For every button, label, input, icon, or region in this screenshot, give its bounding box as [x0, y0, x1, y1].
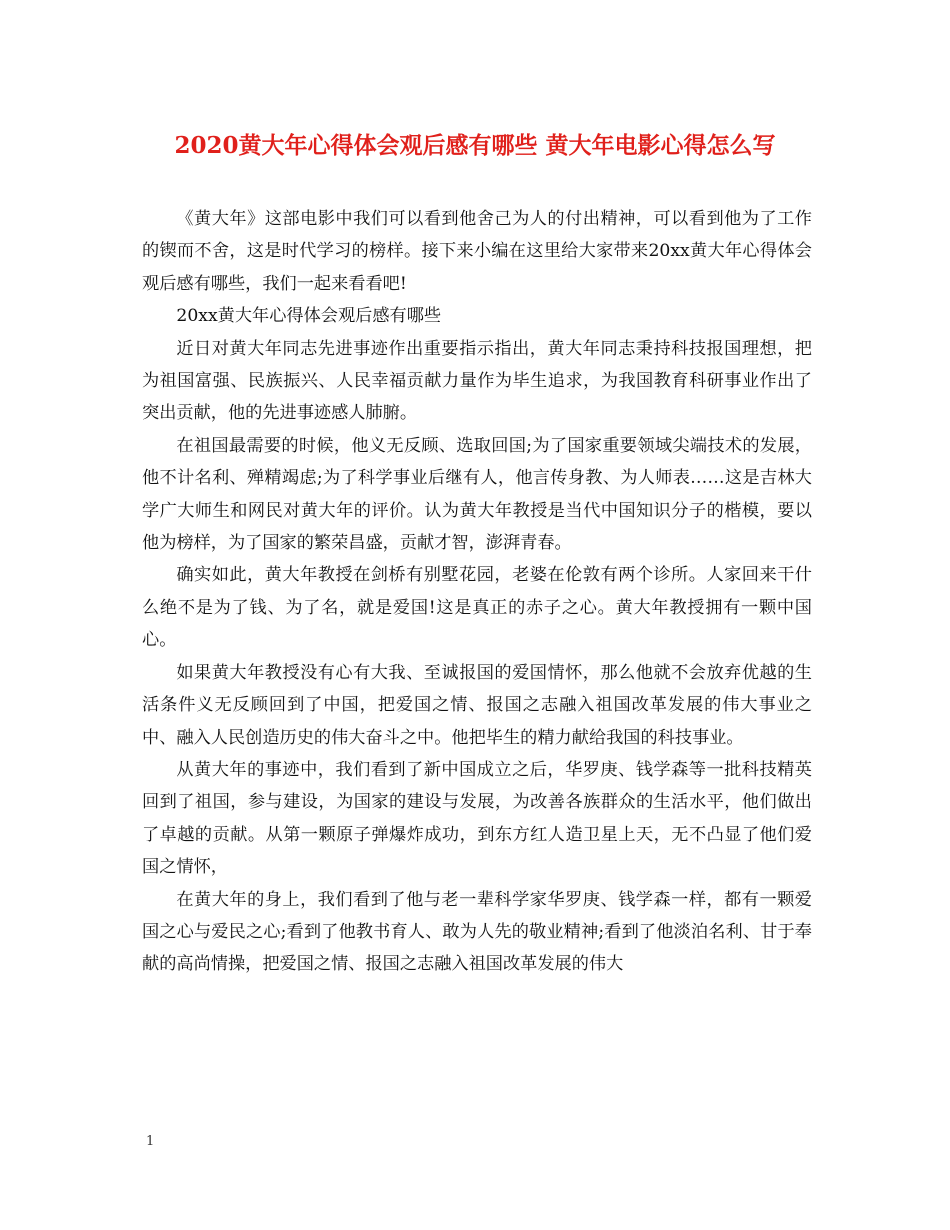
page-number: 1 [146, 1134, 155, 1149]
paragraph: 在祖国最需要的时候，他义无反顾、选取回国;为了国家重要领域尖端技术的发展，他不计名利、殚精竭虑;为了科学事业后继有人，他言传身教、为人师表……这是吉林大学广大师生和网民对黄大年的评价。认为黄大年教授是当代中国知识分子的楷模，要以他为榜样，为了国家的繁荣昌盛，贡献才智，澎湃青春。 [142, 435, 812, 554]
paragraph: 从黄大年的事迹中，我们看到了新中国成立之后，华罗庚、钱学森等一批科技精英回到了祖国，参与建设，为国家的建设与发展，为改善各族群众的生活水平，他们做出了卓越的贡献。从第一颗原子弹爆炸成功，到东方红人造卫星上天，无不凸显了他们爱国之情怀， [142, 759, 812, 878]
section-heading: 20xx黄大年心得体会观后感有哪些 [176, 306, 442, 327]
paragraph: 近日对黄大年同志先进事迹作出重要指示指出，黄大年同志秉持科技报国理想，把为祖国富强、民族振兴、人民幸福贡献力量作为毕生追求，为我国教育科研事业作出了突出贡献，他的先进事迹感人肺腑。 [142, 338, 812, 424]
paragraph: 在黄大年的身上，我们看到了他与老一辈科学家华罗庚、钱学森一样，都有一颗爱国之心与爱民之心;看到了他教书育人、敢为人先的敬业精神;看到了他淡泊名利、甘于奉献的高尚情操，把爱国之情、报国之志融入祖国改革发展的伟大 [142, 889, 812, 975]
paragraph: 确实如此，黄大年教授在剑桥有别墅花园，老婆在伦敦有两个诊所。人家回来干什么绝不是为了钱、为了名，就是爱国!这是真正的赤子之心。黄大年教授拥有一颗中国心。 [142, 565, 812, 651]
paragraph: 如果黄大年教授没有心有大我、至诚报国的爱国情怀，那么他就不会放弃优越的生活条件义无反顾回到了中国，把爱国之情、报国之志融入祖国改革发展的伟大事业之中、融入人民创造历史的伟大奋斗之中。他把毕生的精力献给我国的科技事业。 [142, 662, 812, 748]
article-body [142, 203, 812, 981]
paragraph-intro: 《黄大年》这部电影中我们可以看到他舍己为人的付出精神，可以看到他为了工作的锲而不舍，这是时代学习的榜样。接下来小编在这里给大家带来20xx黄大年心得体会观后感有哪些，我们一起来看看吧! [142, 209, 812, 294]
page-title: 2020黄大年心得体会观后感有哪些 黄大年电影心得怎么写 [174, 132, 776, 159]
